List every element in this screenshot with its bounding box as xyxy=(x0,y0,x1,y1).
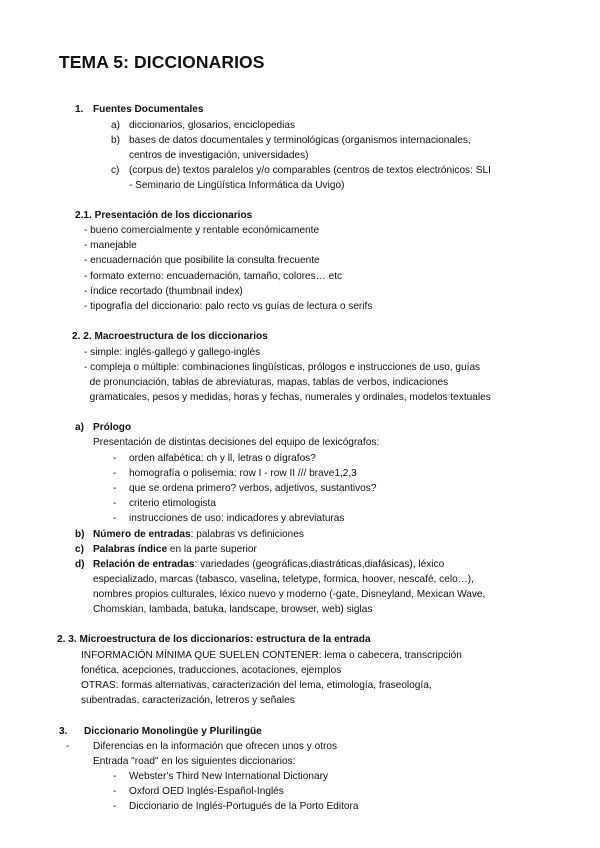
text-line: - índice recortado (thumbnail index) xyxy=(84,286,243,297)
text-line: especializado, marcas (tabasco, vaselina, teletype, formica, hoover, nescafé, celo…), xyxy=(93,574,474,585)
text-line: - bueno comercialmente y rentable económicamente xyxy=(84,225,320,236)
text-line: gramaticales, pesos y medidas, horas y fechas, numerales y ordinales, modelos textuales xyxy=(84,392,491,403)
bullet-dash: - xyxy=(113,498,117,509)
text-line: fonética, acepciones, traducciones, acotaciones, ejemplos xyxy=(81,665,342,676)
bullet-dash: - xyxy=(113,468,117,479)
text-line: - formato externo: encuadernación, tamaño, colores… etc xyxy=(84,271,343,282)
text-line: - manejable xyxy=(84,240,137,251)
list-marker: b) xyxy=(75,529,85,540)
text-line: de pronunciación, tablas de abreviaturas, mapas, tablas de verbos, indicaciones xyxy=(84,377,449,388)
relacion-entradas-text: : variedades (geográficas,diastráticas,diafásicas), léxico xyxy=(194,559,445,570)
section-2-1-heading: 2.1. Presentación de los diccionarios xyxy=(75,210,253,221)
text-line: Diferencias en la información que ofrecen unos y otros xyxy=(93,741,338,752)
section-1-heading: Fuentes Documentales xyxy=(93,104,204,115)
page-title: TEMA 5: DICCIONARIOS xyxy=(59,52,265,72)
relacion-entradas-item xyxy=(93,558,444,571)
relacion-entradas-label: Relación de entradas xyxy=(93,559,195,570)
prologo-intro: Presentación de distintas decisiones del equipo de lexicógrafos: xyxy=(93,437,380,448)
numero-entradas-text: : palabras vs definiciones xyxy=(190,529,304,540)
bullet-dash: - xyxy=(113,801,117,812)
bullet-dash: - xyxy=(113,483,117,494)
text-line: OTRAS: formas alternativas, caracterización del lema, etimología, fraseología, xyxy=(81,680,432,691)
bullet-item: Webster's Third New International Dictionary xyxy=(129,771,329,782)
list-item: bases de datos documentales y terminológicas (organismos internacionales, xyxy=(129,135,471,146)
bullet-dash: - xyxy=(66,741,70,752)
list-item-continuation: - Seminario de Lingüística Informática da Uvigo) xyxy=(129,180,345,191)
list-marker: a) xyxy=(111,120,120,131)
text-line: - simple: inglés-gallego y gallego-inglés xyxy=(84,347,261,358)
section-3-heading: Diccionario Monolingüe y Plurilingüe xyxy=(84,726,262,737)
list-item-continuation: centros de investigación, universidades) xyxy=(129,150,309,161)
text-line: nombres propios culturales, léxico nuevo y moderno (-gate, Disneyland, Mexican Wave, xyxy=(93,589,486,600)
list-marker: c) xyxy=(75,544,84,555)
text-line: - tipografía del diccionario: palo recto vs guías de lectura o serifs xyxy=(84,301,373,312)
bullet-dash: - xyxy=(113,453,117,464)
text-line: subentradas, caracterización, letreros y señales xyxy=(81,695,295,706)
text-line: - compleja o múltiple: combinaciones lingüísticas, prólogos e instrucciones de uso, guías xyxy=(84,362,481,373)
bullet-item: criterio etimologista xyxy=(129,498,216,509)
bullet-item: Diccionario de Inglés-Portugués de la Porto Editora xyxy=(129,801,359,812)
text-line: Entrada "road" en los siguientes diccionarios: xyxy=(93,756,296,767)
numero-entradas-label: Número de entradas xyxy=(93,529,191,540)
bullet-item: instrucciones de uso: indicadores y abreviaturas xyxy=(129,513,345,524)
text-line: INFORMACIÓN MÍNIMA QUE SUELEN CONTENER: lema o cabecera, transcripción xyxy=(81,650,462,661)
section-1-number: 1. xyxy=(75,104,84,115)
bullet-dash: - xyxy=(113,771,117,782)
palabras-indice-item xyxy=(93,543,257,556)
list-marker: c) xyxy=(111,165,120,176)
bullet-item: Oxford OED Inglés-Español-Inglés xyxy=(129,786,284,797)
text-line: - encuadernación que posibilite la consulta frecuente xyxy=(84,255,320,266)
numero-entradas-item xyxy=(93,528,304,541)
list-marker: d) xyxy=(75,559,85,570)
list-marker: b) xyxy=(111,135,120,146)
list-item: (corpus de) textos paralelos y/o comparables (centros de textos electrónicos: SLI xyxy=(129,165,491,176)
prologo-heading: Prólogo xyxy=(93,422,132,433)
bullet-item: orden alfabética: ch y ll, letras o dígrafos? xyxy=(129,453,316,464)
text-line: Chomskian, lambada, batuka, landscape, browser, web) siglas xyxy=(93,604,373,615)
section-2-3-heading: 2. 3. Microestructura de los diccionarios: estructura de la entrada xyxy=(57,634,371,645)
palabras-indice-label: Palabras índice xyxy=(93,544,168,555)
list-marker: a) xyxy=(75,422,84,433)
bullet-dash: - xyxy=(113,513,117,524)
bullet-item: que se ordena primero? verbos, adjetivos, sustantivos? xyxy=(129,483,377,494)
section-2-2-heading: 2. 2. Macroestructura de los diccionarios xyxy=(72,331,268,342)
list-item: diccionarios, glosarios, enciclopedias xyxy=(129,120,296,131)
bullet-item: homografía o polisemia: row I - row II /// brave1,2,3 xyxy=(129,468,357,479)
section-3-number: 3. xyxy=(59,726,68,737)
palabras-indice-text: en la parte superior xyxy=(167,544,257,555)
bullet-dash: - xyxy=(113,786,117,797)
